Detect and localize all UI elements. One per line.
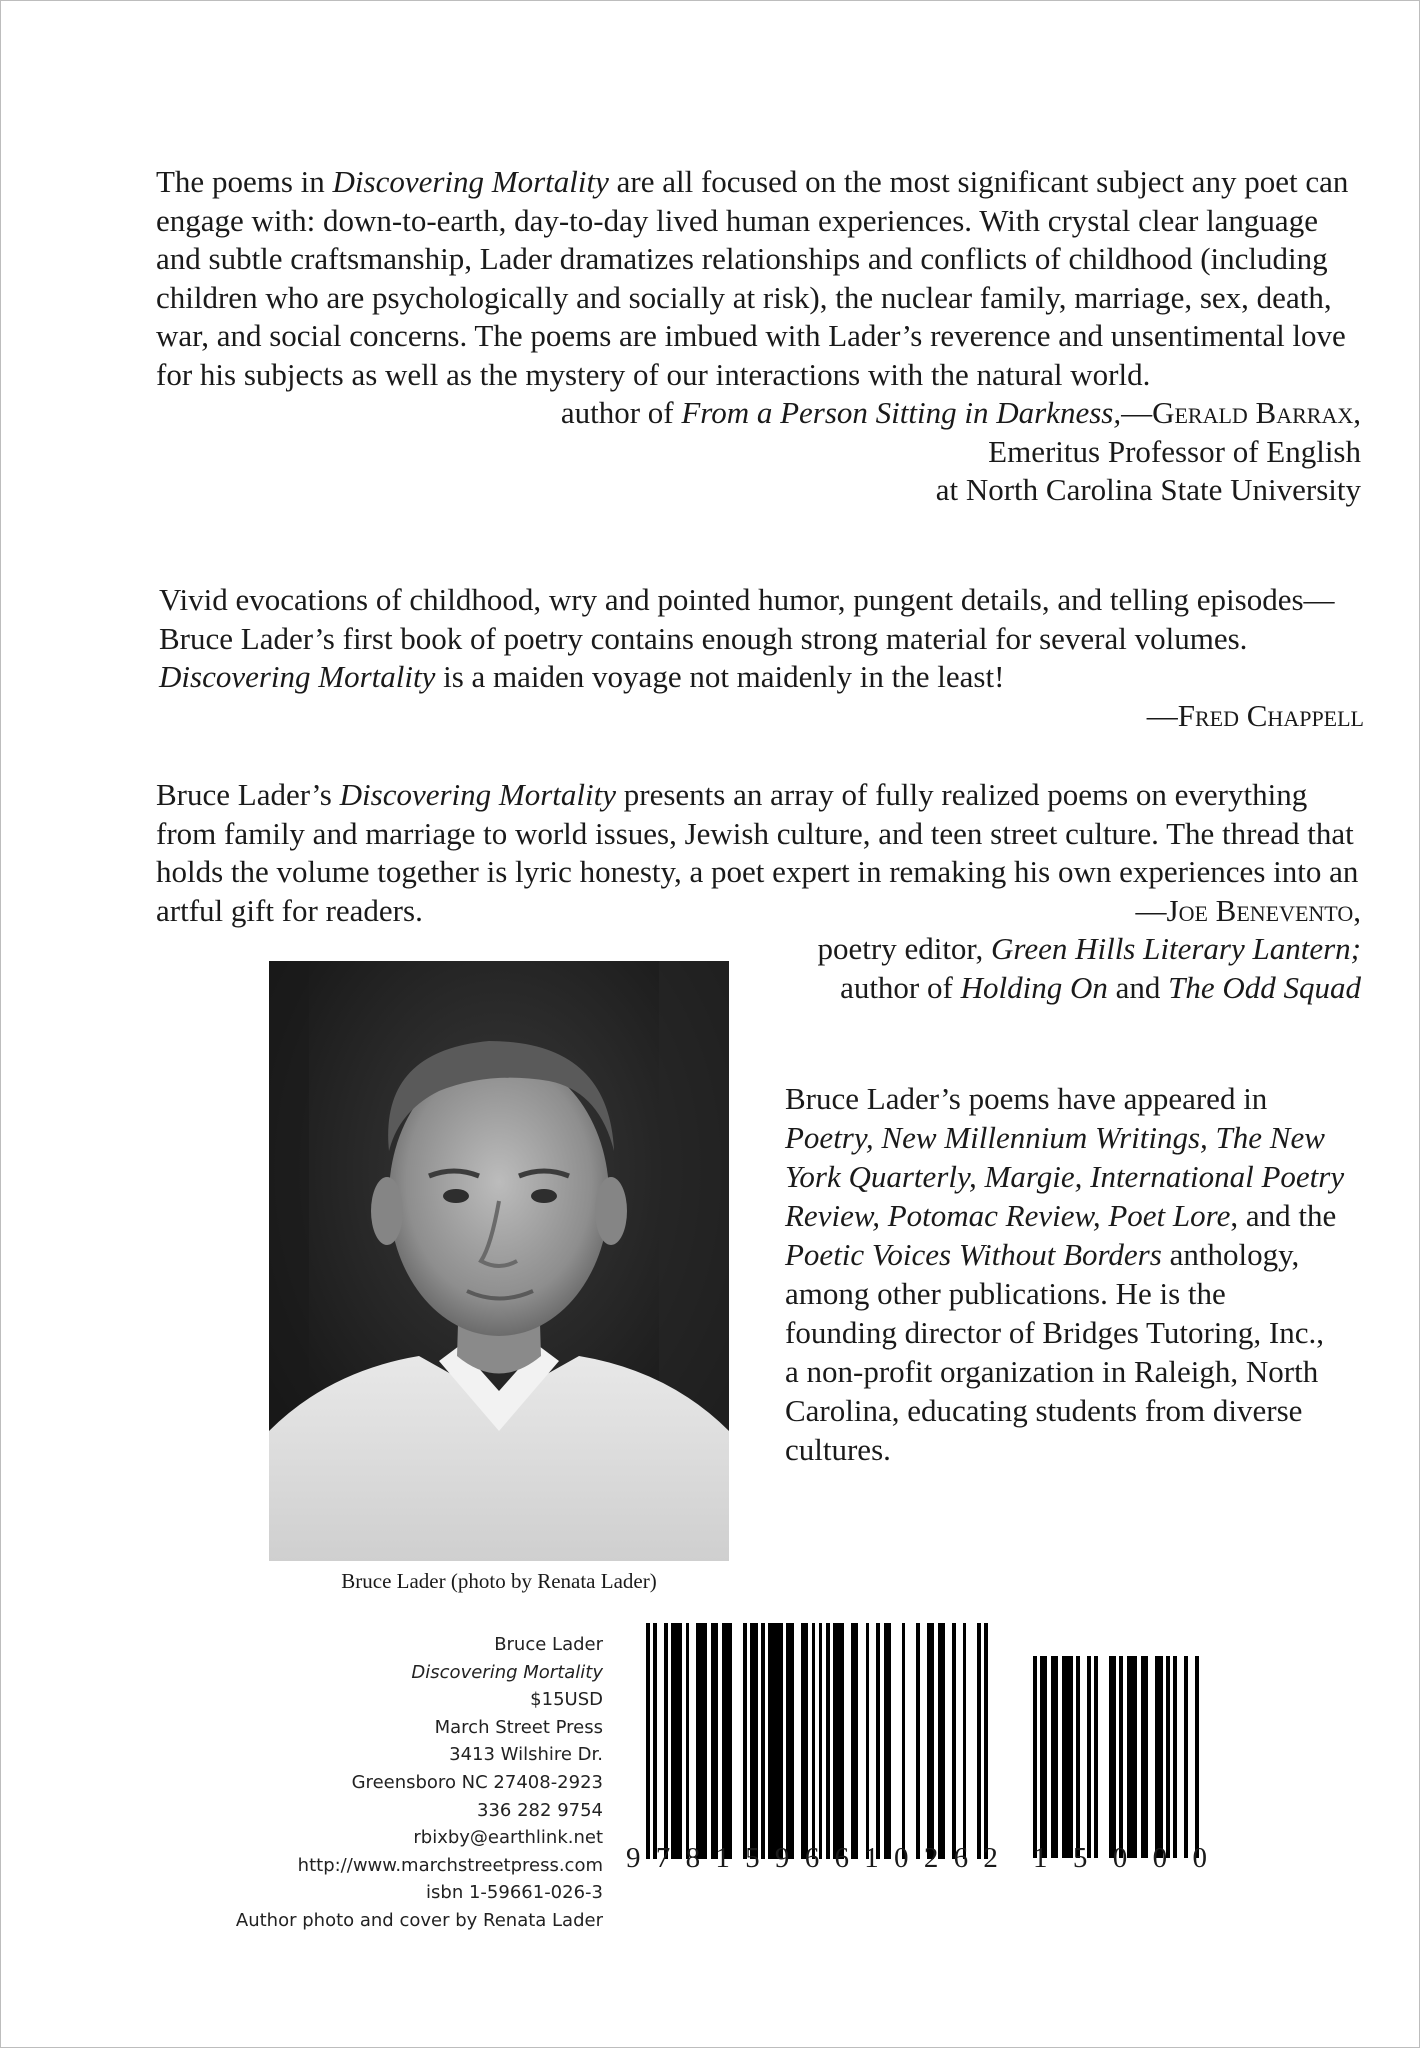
barcode-bar [664, 1623, 668, 1859]
barcode-bar [1076, 1656, 1080, 1858]
isbn-barcode-digits [626, 1842, 998, 1875]
blurb-benevento-author: —Joe Benevento, [1135, 892, 1361, 928]
addon-digit: 5 [1072, 1842, 1088, 1874]
price-addon-barcode [1033, 1656, 1207, 1875]
barcode-bar [711, 1623, 718, 1859]
pub-price: $15USD [530, 1689, 603, 1711]
pub-phone: 336 282 9754 [477, 1799, 603, 1821]
addon-digit: 0 [1112, 1842, 1128, 1874]
blurb-benevento-text: Bruce Lader’s Discovering Mortality presents an array of fully realized poems on everything from family and marriage to world issues, Jewish culture, and teen street culture. The thread that holds the volume together is lyric honesty, a poet expert in remaking his own experiences into an artful gift for readers. —Joe Benevento, [156, 776, 1361, 930]
pub-credit: Author photo and cover by Renata Lader [235, 1909, 603, 1931]
isbn-digit: 8 [685, 1842, 701, 1874]
isbn-digit: 9 [626, 1842, 641, 1874]
barcode-bar [786, 1623, 793, 1859]
price-addon-barcode-bars [1033, 1656, 1207, 1858]
barcode-bar [768, 1623, 782, 1859]
isbn-digit: 2 [923, 1842, 939, 1874]
barcode-bar [1127, 1656, 1138, 1858]
isbn-digit: 0 [894, 1842, 909, 1874]
addon-digit: 0 [1152, 1842, 1168, 1874]
barcode-bar [646, 1623, 650, 1859]
book-title: Discovering Mortality [332, 164, 609, 199]
isbn-digit: 6 [804, 1842, 820, 1874]
pub-title: Discovering Mortality [411, 1661, 603, 1683]
barcode-bar [977, 1623, 981, 1859]
isbn-digit: 2 [983, 1842, 998, 1874]
barcode-bar [819, 1623, 823, 1859]
barcode-bar [1141, 1656, 1148, 1858]
book-title: Discovering Mortality [339, 777, 616, 812]
barcode-bar [761, 1623, 765, 1859]
isbn-digit: 5 [745, 1842, 760, 1874]
barcode-bar [963, 1623, 967, 1859]
barcode-bar [1109, 1656, 1116, 1858]
barcode-bar [1119, 1656, 1123, 1858]
blurb-benevento-credit-2: author of Holding On and The Odd Squad [840, 969, 1361, 1005]
book-title: Discovering Mortality [159, 659, 436, 694]
isbn-digit: 6 [834, 1842, 849, 1874]
barcode-bar [1094, 1656, 1098, 1858]
barcode-bar [743, 1623, 747, 1859]
barcode-bar [750, 1623, 757, 1859]
barcode-bar [927, 1623, 934, 1859]
barcode-bar [1040, 1656, 1047, 1858]
isbn-barcode [626, 1623, 998, 1875]
barcode-bar [938, 1623, 945, 1859]
author-portrait-illustration [269, 961, 729, 1561]
barcode-bar [1173, 1656, 1177, 1858]
photo-caption: Bruce Lader (photo by Renata Lader) [341, 1569, 657, 1593]
blurb-barrax-author: —Gerald Barrax, [1121, 395, 1361, 430]
blurb-barrax-credit-3: at North Carolina State University [935, 472, 1361, 507]
barcode-bar [876, 1623, 880, 1859]
barcode-bar [1155, 1656, 1162, 1858]
barcode-bar [801, 1623, 808, 1859]
barcode-bar [671, 1623, 682, 1859]
barcode-bar [833, 1623, 844, 1859]
barcode-bar [1062, 1656, 1073, 1858]
barcode-bar [686, 1623, 690, 1859]
blurb-chappell-author: —Fred Chappell [1146, 697, 1364, 733]
pub-author: Bruce Lader [494, 1634, 603, 1655]
barcode-bar [1087, 1656, 1091, 1858]
isbn-digit: 7 [655, 1842, 671, 1874]
pub-isbn: isbn 1-59661-026-3 [426, 1882, 603, 1904]
pub-publisher: March Street Press [434, 1716, 603, 1738]
author-photo [269, 961, 729, 1561]
barcode-bar [1184, 1656, 1188, 1858]
barcode-bar [826, 1623, 830, 1859]
barcode-bar [1033, 1656, 1037, 1858]
isbn-digit: 1 [864, 1842, 879, 1874]
barcode-bar [884, 1623, 891, 1859]
pub-website[interactable]: http://www.marchstreetpress.com [297, 1854, 603, 1876]
isbn-digit: 9 [774, 1842, 790, 1874]
barcode-bar [696, 1623, 707, 1859]
addon-digit: 0 [1192, 1842, 1207, 1874]
price-addon-digits [1033, 1842, 1207, 1875]
addon-digit: 1 [1033, 1842, 1048, 1874]
pub-email[interactable]: rbixby@earthlink.net [413, 1827, 603, 1849]
barcode-bar [653, 1623, 657, 1859]
barcode-bar [952, 1623, 956, 1859]
barcode-bar [1166, 1656, 1170, 1858]
publication-list: Poetry, New Millennium Writings, The New York Quarterly, Margie, International Poetry Review, Potomac Review, Poet Lore [785, 1120, 1345, 1233]
barcode-bar [902, 1623, 906, 1859]
publisher-info [191, 1631, 603, 1935]
barcode-bar [722, 1623, 733, 1859]
barcode-bar [984, 1623, 988, 1859]
barcode-bar [851, 1623, 858, 1859]
pub-city: Greensboro NC 27408-2923 [351, 1771, 603, 1793]
anthology-title: Poetic Voices Without Borders [785, 1237, 1162, 1272]
blurb-barrax-credit: author of From a Person Sitting in Darkness, [560, 395, 1122, 430]
isbn-digit: 1 [715, 1842, 730, 1874]
pub-street: 3413 Wilshire Dr. [449, 1744, 603, 1766]
barcode-bar [866, 1623, 870, 1859]
barcode-bar [1195, 1656, 1199, 1858]
barcode-bar [916, 1623, 920, 1859]
blurb-chappell-text: Vivid evocations of childhood, wry and pointed humor, pungent details, and telling episodes—Bruce Lader’s first book of poetry contains enough strong material for several volumes. Discovering Mortality is a maiden voyage not maidenly in the least! [159, 582, 1335, 694]
blurb-barrax [156, 163, 1361, 510]
isbn-barcode-bars [646, 1623, 991, 1859]
blurb-benevento-credit-1: poetry editor, Green Hills Literary Lantern; [817, 931, 1361, 966]
blurb-barrax-credit-2: Emeritus Professor of English [988, 433, 1361, 469]
author-bio: Bruce Lader’s poems have appeared in Poetry, New Millennium Writings, The New York Quarterly, Margie, International Poetry Review, Potomac Review, Poet Lore, and the Poetic Voices Without Borders anthology, among other publications. He is the founding director of Bridges Tutoring, Inc., a non-profit organization in Raleigh, North Carolina, educating students from diverse cultures. [785, 1081, 1345, 1467]
barcode-bar [1051, 1656, 1058, 1858]
barcode-bar [812, 1623, 816, 1859]
isbn-digit: 6 [953, 1842, 969, 1874]
blurb-barrax-text: The poems in Discovering Mortality are all focused on the most significant subject any poet can engage with: down-to-earth, day-to-day lived human experiences. With crystal clear language and subtle craftsmanship, Lader dramatizes relationships and conflicts of childhood (including children who are psychologically and socially at risk), the nuclear family, marriage, sex, death, war, and social concerns. The poems are imbued with Lader’s reverence and unsentimental love for his subjects as well as the mystery of our interactions with the natural world. —Gerald Barrax, [156, 163, 1361, 394]
blurb-chappell [159, 581, 1364, 735]
